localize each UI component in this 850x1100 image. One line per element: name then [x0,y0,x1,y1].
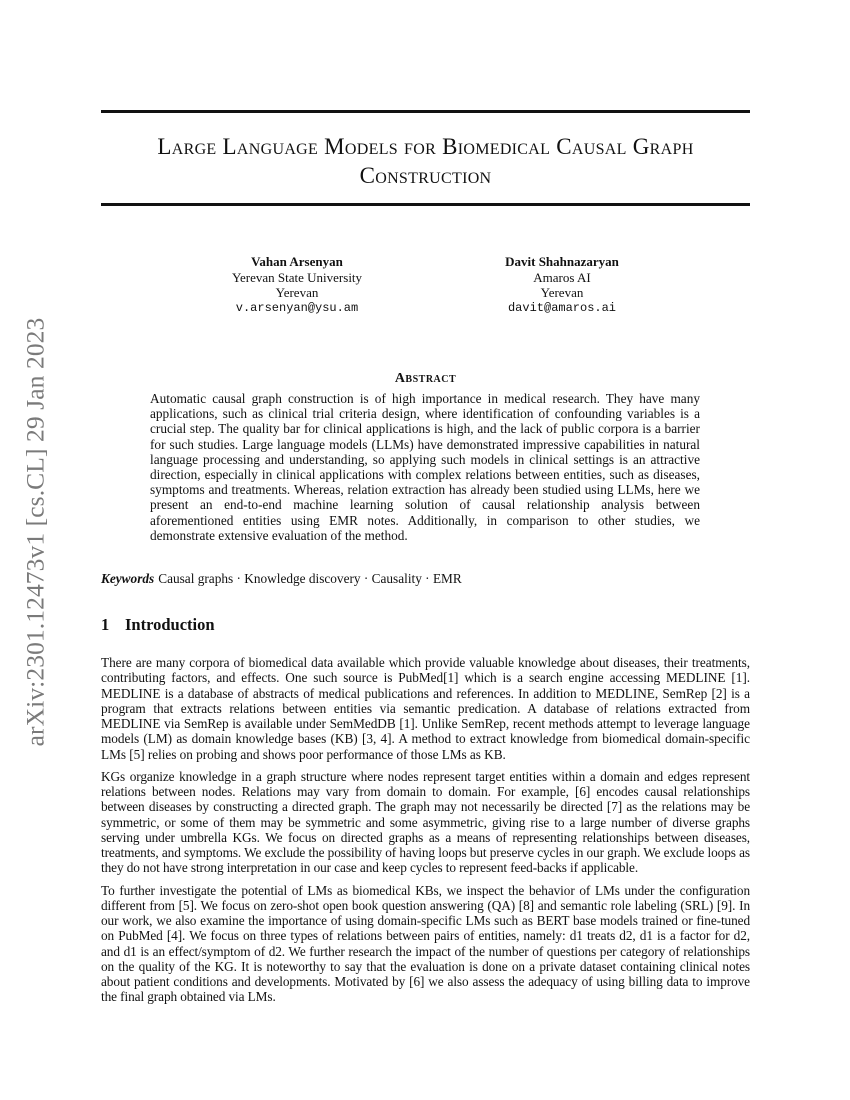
paragraph: There are many corpora of biomedical data available which provide valuable knowledge about diseases, their treatments, contributing factors, and effects. One such source is PubMed[1] which is a search engine accessing MEDLINE [1]. MEDLINE is a database of abstracts of medical publications and references. In addition to MEDLINE, SemRep [2] is a program that extracts relations between entities via semantic predication. A database of relations extracted from MEDLINE via SemRep is available under SemMedDB [1]. Unlike SemRep, recent methods attempt to leverage language models (LM) as domain knowledge bases (KB) [3, 4]. A method to extract knowledge from biomedical domain-specific LMs [5] relies on probing and shows poor performance of those LMs as KB. [101,655,750,762]
section-number: 1 [101,615,110,634]
title-rule-top [101,110,750,113]
paragraph: To further investigate the potential of LMs as biomedical KBs, we inspect the behavior of LMs under the configuration different from [5]. We focus on zero-shot open book question answering (QA) [8] and semantic role labeling (SRL) [9]. In our work, we also examine the importance of using domain-specific LMs such as BERT base models trained or fine-tuned on PubMed [4]. We focus on three types of relations between pairs of entities, namely: d1 treats d2, d1 is a factor for d2, and d1 is an effect/symptom of d2. We further research the impact of the number of questions per category of relationships on the quality of the KG. It is noteworthy to say that the evaluation is done on a private dataset containing clinical notes about patient conditions and developments. Motivated by [6] we also assess the adequacy of using billing data to improve the final graph obtained via LMs. [101,882,750,1005]
author-affiliation: Yerevan State University [231,269,363,285]
arxiv-identifier-text: arXiv:2301.12473v1 [cs.CL] 29 Jan 2023 [20,317,49,747]
author-email[interactable]: davit@amaros.ai [507,300,617,315]
author-block [0,254,850,324]
introduction-body [101,655,750,1012]
section-title: Introduction [125,615,215,634]
author-name: Vahan Arsenyan [251,254,343,269]
author-1 [207,254,387,316]
keywords-label: Keywords [101,571,155,586]
author-2 [472,254,652,316]
keywords-text: Causal graphs · Knowledge discovery · Causality · EMR [158,571,462,586]
abstract-text: Automatic causal graph construction is of high importance in medical research. They have many applications, such as clinical trial criteria design, where identification of confounding variables is a crucial step. The quality bar for clinical applications is high, and the lack of public corpora is a barrier for such studies. Large language models (LLMs) have demonstrated impressive capabilities in natural language processing and understanding, so applying such models in clinical settings is an attractive direction, especially in clinical applications with complex relations between entities, such as diseases, symptoms and treatments. Whereas, relation extraction has already been studied using LLMs, here we present an end-to-end machine learning solution of causal relationship analysis between aforementioned entities using EMR notes. Additionally, in comparison to other studies, we demonstrate extensive evaluation of the method. [150,391,700,543]
abstract-heading: Abstract [394,371,457,386]
title-rule-bottom [101,203,750,206]
author-city: Yerevan [275,285,319,300]
author-city: Yerevan [540,285,584,300]
paragraph: KGs organize knowledge in a graph structure where nodes represent target entities within a domain and edges represent relations between nodes. Relations may vary from domain to domain. For example, [6] encodes causal relationships between diseases by constructing a directed graph. The graph may not necessarily be directed [7] as the relations may be symmetric, or some of them may be symmetric and some asymmetric, giving rise to a large number of diverse graphs serving under umbrella KGs. We focus on directed graphs as a means of representing relationships between diseases, treatments, and symptoms. We exclude the possibility of having loops but preserve cycles in our graph. We exclude loops as they do not have strong interpretation in our case and keep cycles to represent feed-backs if applicable. [101,768,750,876]
author-email[interactable]: v.arsenyan@ysu.am [235,300,359,315]
author-name: Davit Shahnazaryan [505,254,619,269]
section-heading-introduction [101,615,750,635]
paper-title: Large Language Models for Biomedical Causal Graph Construction [157,134,694,188]
keywords-line [101,571,750,587]
author-affiliation: Amaros AI [533,269,591,285]
arxiv-identifier-stamp [14,272,56,792]
